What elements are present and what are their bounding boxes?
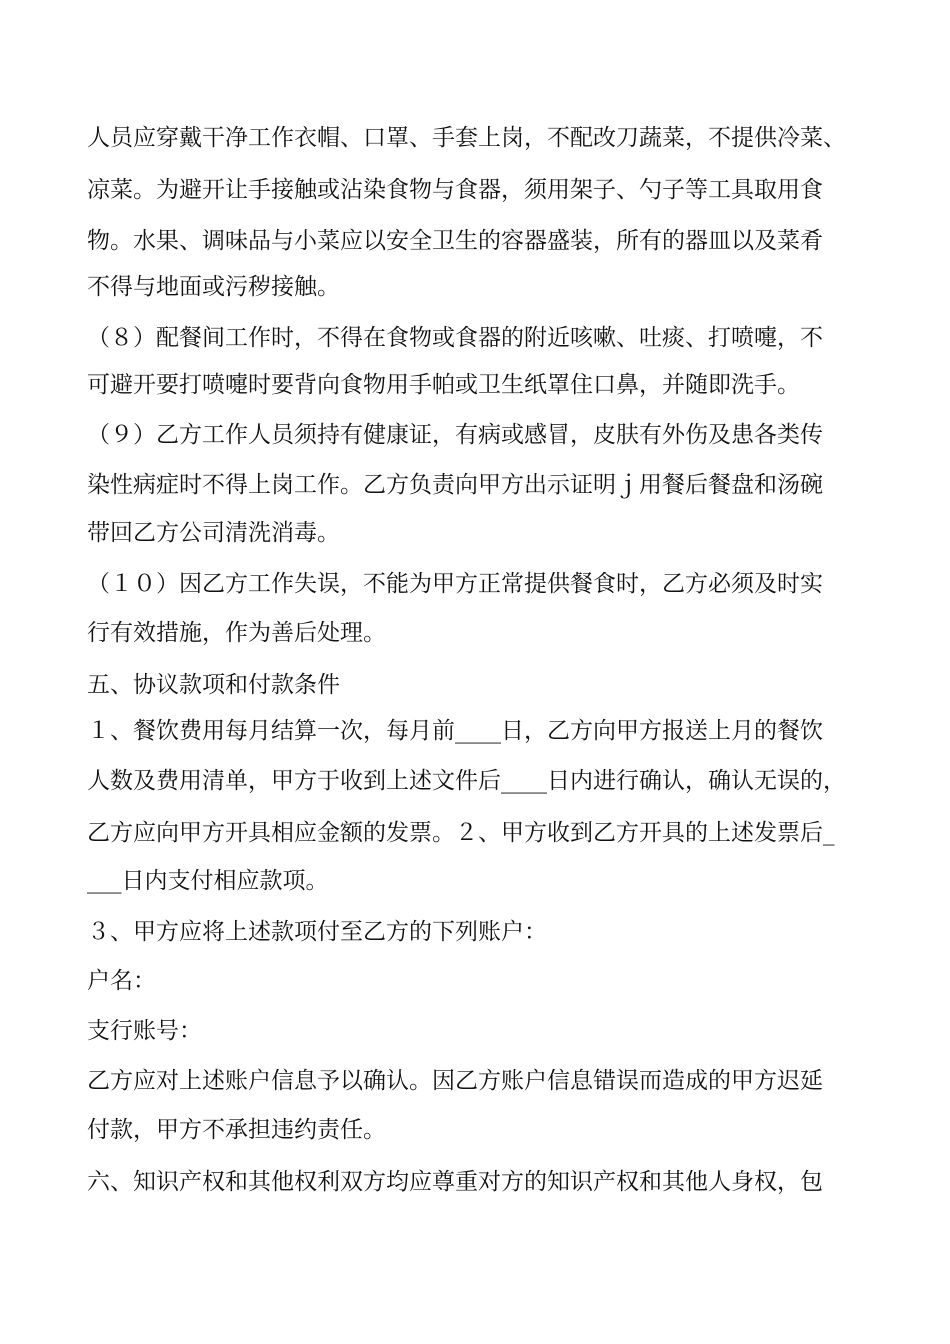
text-line: ３、甲方应将上述款项付至乙方的下列账户： — [87, 919, 547, 945]
section-heading: 五、协议款项和付款条件 — [87, 672, 340, 698]
text-line: ___日内支付相应款项。 — [87, 868, 329, 894]
text-line: 凉菜。为避开让手接触或沾染食物与食器，须用架子、勺子等工具取用食 — [87, 177, 823, 203]
text-line: 可避开要打喷嚏时要背向食物用手帕或卫生纸罩住口鼻，并随即洗手。 — [87, 372, 800, 398]
text-line: 物。水果、调味品与小菜应以安全卫生的容器盛装，所有的器皿以及菜肴 — [87, 228, 823, 254]
text-line: 染性病症时不得上岗工作。乙方负责向甲方出示证明ｊ用餐后餐盘和汤碗 — [87, 472, 823, 498]
text-line: 户名： — [87, 968, 156, 994]
text-line: 带回乙方公司清洗消毒。 — [87, 520, 340, 546]
text-line: 人数及费用清单，甲方于收到上述文件后____日内进行确认，确认无误的， — [87, 768, 846, 794]
text-line: 付款，甲方不承担违约责任。 — [87, 1117, 386, 1143]
text-line: （８）配餐间工作时，不得在食物或食器的附近咳嗽、吐痰、打喷嚏，不 — [87, 325, 823, 351]
text-line: １、餐饮费用每月结算一次，每月前____日，乙方向甲方报送上月的餐饮 — [87, 718, 823, 744]
text-line: （９）乙方工作人员须持有健康证，有病或感冒，皮肤有外伤及患各类传 — [87, 422, 823, 448]
section-heading: 六、知识产权和其他权利双方均应尊重对方的知识产权和其他人身权，包 — [87, 1169, 823, 1195]
text-line: （１０）因乙方工作失误，不能为甲方正常提供餐食时，乙方必须及时实 — [87, 571, 823, 597]
text-line: 乙方应向甲方开具相应金额的发票。２、甲方收到乙方开具的上述发票后_ — [87, 820, 835, 846]
text-line: 不得与地面或污秽接触。 — [87, 274, 340, 300]
text-line: 支行账号： — [87, 1018, 202, 1044]
text-line: 行有效措施，作为善后处理。 — [87, 620, 386, 646]
text-line: 乙方应对上述账户信息予以确认。因乙方账户信息错误而造成的甲方迟延 — [87, 1068, 823, 1094]
text-line: 人员应穿戴干净工作衣帽、口罩、手套上岗，不配改刀蔬菜，不提供冷菜、 — [87, 125, 846, 151]
